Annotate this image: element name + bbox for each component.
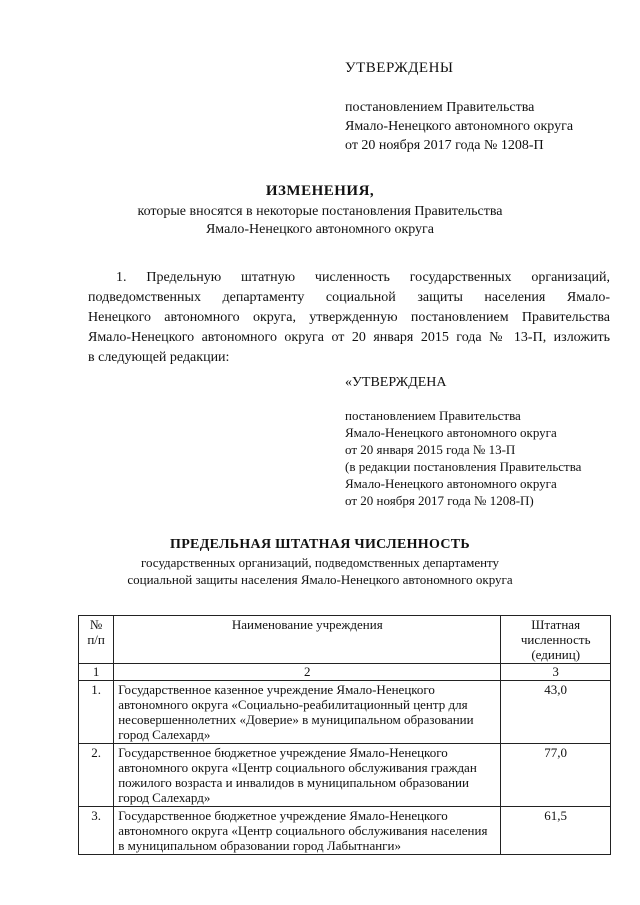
approval-line: постановлением Правительства (345, 100, 535, 115)
row-name: Государственное бюджетное учреждение Ямало-Ненецкого автономного округа «Центр социального обслуживания граждан пожилого возраста и инвалидов в муниципальном образовании город Салехард» (114, 744, 501, 807)
row-name: Государственное казенное учреждение Ямало-Ненецкого автономного округа «Социально-реабилитационный центр для несовершеннолетних «Доверие» в муниципальном образовании город Салехард» (114, 681, 501, 744)
changes-subtitle (0, 203, 640, 239)
header-name: Наименование учреждения (114, 616, 501, 664)
table-row (79, 681, 611, 744)
paragraph-line: Ненецкого автономного округа, утвержденную постановлением Правительства (88, 310, 610, 325)
changes-subtitle-line: которые вносятся в некоторые постановления Правительства (137, 204, 503, 219)
quote-approval-line: от 20 ноября 2017 года № 1208-П) (345, 493, 534, 508)
index-cell: 2 (114, 664, 501, 681)
approval-line: от 20 ноября 2017 года № 1208-П (345, 138, 544, 153)
limit-subtitle-line: социальной защиты населения Ямало-Ненецкого автономного округа (127, 572, 513, 587)
row-count: 77,0 (501, 744, 611, 807)
staff-table (78, 615, 611, 855)
index-cell: 1 (79, 664, 114, 681)
row-count: 61,5 (501, 807, 611, 855)
changes-title: ИЗМЕНЕНИЯ, (265, 183, 375, 199)
table-row (79, 807, 611, 855)
header-num: № п/п (79, 616, 114, 664)
row-num: 2. (79, 744, 114, 807)
quote-approval-block (345, 407, 581, 509)
paragraph-line: Ямало-Ненецкого автономного округа от 20 января 2015 года № 13-П, изложить (88, 330, 610, 345)
row-num: 3. (79, 807, 114, 855)
table-header-row (79, 616, 611, 664)
row-name: Государственное бюджетное учреждение Ямало-Ненецкого автономного округа «Центр социального обслуживания населения в муниципальном образовании город Лабытнанги» (114, 807, 501, 855)
limit-title: ПРЕДЕЛЬНАЯ ШТАТНАЯ ЧИСЛЕННОСТЬ (170, 537, 470, 552)
limit-subtitle (0, 554, 640, 588)
approval-title: УТВЕРЖДЕНЫ (345, 60, 454, 76)
paragraph-line: в следующей редакции: (88, 350, 230, 365)
paragraph-line: подведомственных департаменту социальной защиты населения Ямало- (88, 290, 610, 305)
approval-block (345, 98, 573, 155)
amendment-paragraph (88, 268, 610, 368)
paragraph-line: 1. Предельную штатную численность государственных организаций, (116, 270, 610, 285)
approval-line: Ямало-Ненецкого автономного округа (345, 119, 574, 134)
quote-approval-line: (в редакции постановления Правительства (345, 459, 582, 474)
quote-approval-line: от 20 января 2015 года № 13-П (345, 442, 516, 457)
header-count: Штатная численность (единиц) (501, 616, 611, 664)
limit-subtitle-line: государственных организаций, подведомственных департаменту (140, 555, 500, 570)
table-index-row (79, 664, 611, 681)
quote-approval-title: «УТВЕРЖДЕНА (345, 375, 447, 390)
row-count: 43,0 (501, 681, 611, 744)
quote-approval-line: постановлением Правительства (345, 408, 521, 423)
quote-approval-line: Ямало-Ненецкого автономного округа (345, 476, 557, 491)
row-num: 1. (79, 681, 114, 744)
quote-approval-line: Ямало-Ненецкого автономного округа (345, 425, 557, 440)
table-row (79, 744, 611, 807)
index-cell: 3 (501, 664, 611, 681)
changes-subtitle-line: Ямало-Ненецкого автономного округа (205, 222, 435, 237)
